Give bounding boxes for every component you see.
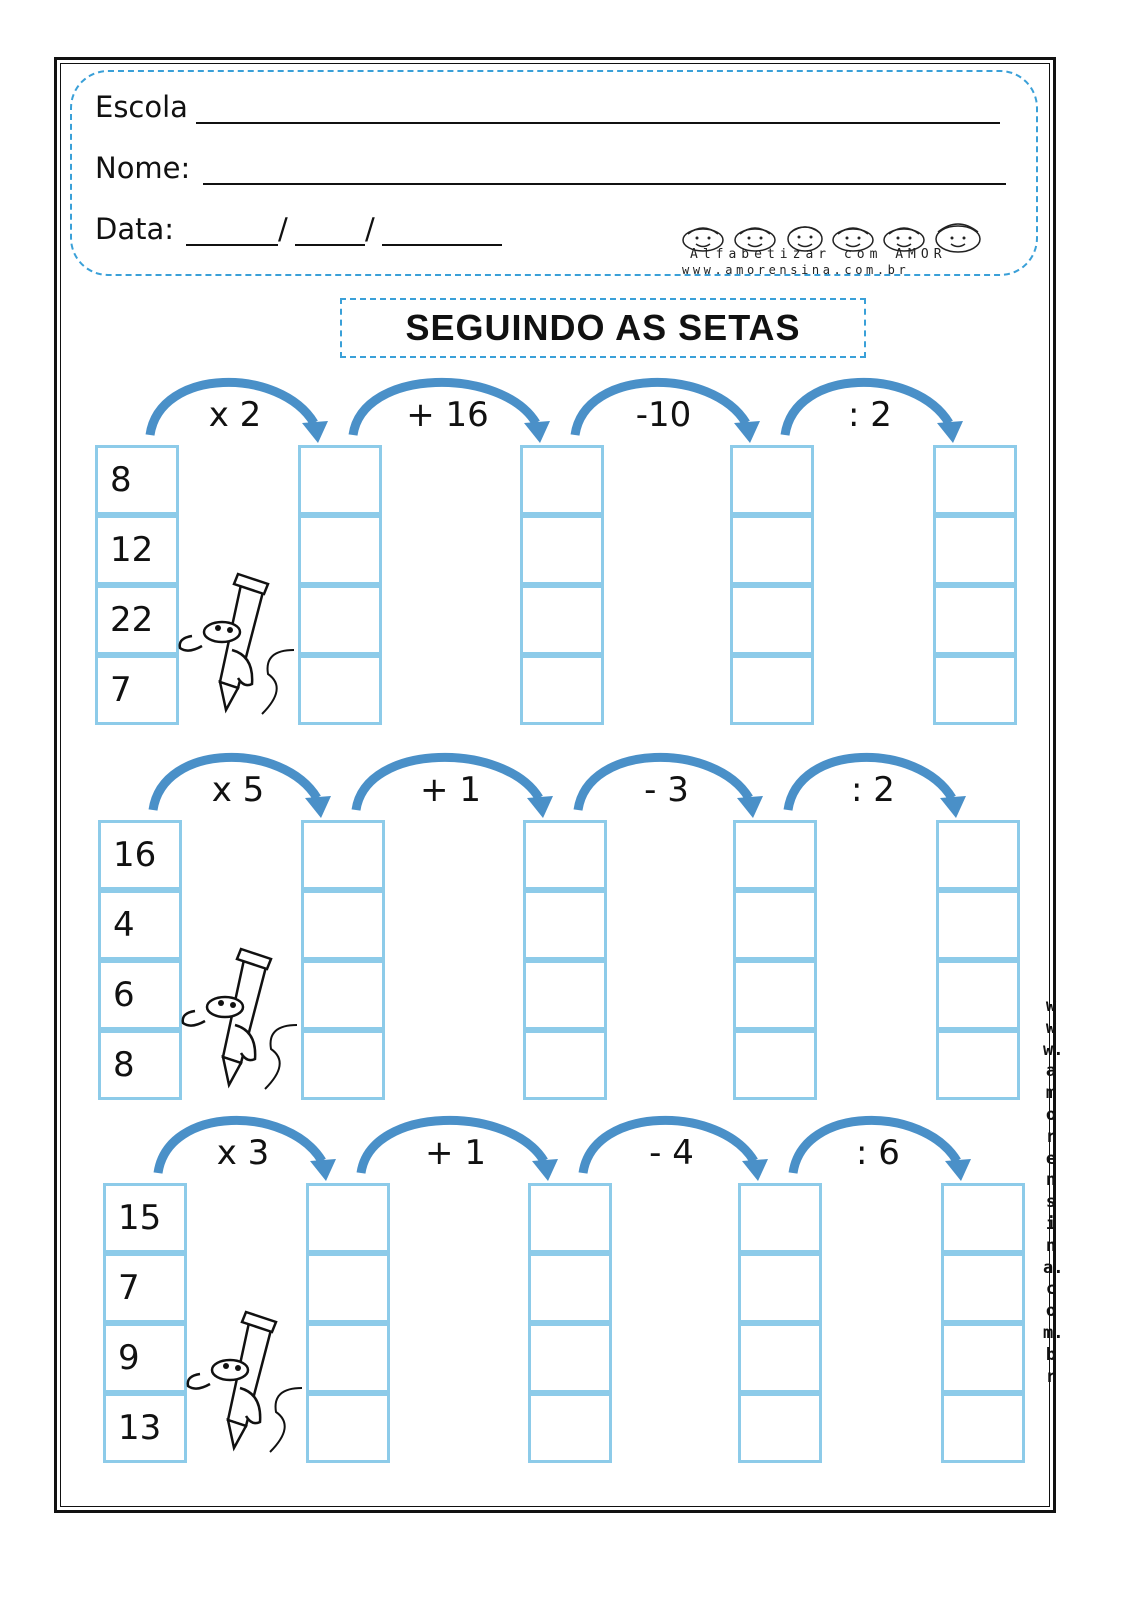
answer-cell[interactable] (733, 960, 817, 1030)
name-label: Nome: (95, 151, 191, 185)
answer-cell[interactable] (936, 820, 1020, 890)
operation-label: : 6 (856, 1133, 900, 1173)
date-year-field[interactable] (382, 244, 502, 246)
answer-cell[interactable] (730, 585, 814, 655)
answer-cell[interactable] (301, 1030, 385, 1100)
answer-cell[interactable] (523, 820, 607, 890)
operation-label: x 5 (211, 770, 265, 810)
input-number-cell: 7 (103, 1253, 187, 1323)
answer-cell[interactable] (528, 1183, 612, 1253)
answer-cell[interactable] (298, 655, 382, 725)
answer-cell[interactable] (936, 960, 1020, 1030)
answer-cell[interactable] (306, 1183, 390, 1253)
answer-cell[interactable] (301, 890, 385, 960)
side-url: www.amorensina.com.br (1043, 996, 1064, 1387)
answer-cell[interactable] (520, 585, 604, 655)
answer-cell[interactable] (301, 820, 385, 890)
answer-cell[interactable] (528, 1253, 612, 1323)
operation-label: - 4 (649, 1133, 694, 1173)
operation-label: x 2 (208, 395, 262, 435)
input-number-cell: 22 (95, 585, 179, 655)
input-number-cell: 16 (98, 820, 182, 890)
logo-name: Alfabetizar com AMOR (690, 247, 947, 262)
answer-cell[interactable] (301, 960, 385, 1030)
operation-label: - 3 (644, 770, 689, 810)
operation-label: : 2 (848, 395, 892, 435)
answer-cell[interactable] (298, 445, 382, 515)
input-number-cell: 4 (98, 890, 182, 960)
operation-label: + 1 (420, 770, 481, 810)
input-number-cell: 13 (103, 1393, 187, 1463)
answer-cell[interactable] (933, 445, 1017, 515)
input-number-cell: 7 (95, 655, 179, 725)
school-label: Escola (95, 90, 188, 124)
date-month-field[interactable] (295, 244, 365, 246)
operation-label: + 1 (425, 1133, 486, 1173)
answer-cell[interactable] (733, 1030, 817, 1100)
answer-cell[interactable] (738, 1393, 822, 1463)
input-number-cell: 6 (98, 960, 182, 1030)
input-number-cell: 12 (95, 515, 179, 585)
answer-cell[interactable] (941, 1183, 1025, 1253)
answer-cell[interactable] (298, 585, 382, 655)
answer-cell[interactable] (936, 890, 1020, 960)
page-title: SEGUINDO AS SETAS (405, 307, 801, 348)
answer-cell[interactable] (520, 655, 604, 725)
answer-cell[interactable] (520, 515, 604, 585)
date-separator: / (278, 212, 288, 246)
answer-cell[interactable] (941, 1323, 1025, 1393)
operation-label: + 16 (406, 395, 489, 435)
answer-cell[interactable] (933, 655, 1017, 725)
operation-label: : 2 (851, 770, 895, 810)
answer-cell[interactable] (730, 445, 814, 515)
answer-cell[interactable] (941, 1253, 1025, 1323)
answer-cell[interactable] (306, 1323, 390, 1393)
answer-cell[interactable] (738, 1253, 822, 1323)
name-field[interactable] (203, 183, 1006, 185)
school-field[interactable] (196, 122, 1000, 124)
answer-cell[interactable] (733, 890, 817, 960)
logo-url: www.amorensina.com.br (682, 263, 910, 277)
answer-cell[interactable] (933, 515, 1017, 585)
date-separator: / (365, 212, 375, 246)
title-box (340, 298, 866, 358)
answer-cell[interactable] (520, 445, 604, 515)
operation-label: -10 (635, 395, 692, 435)
answer-cell[interactable] (523, 1030, 607, 1100)
answer-cell[interactable] (528, 1323, 612, 1393)
answer-cell[interactable] (936, 1030, 1020, 1100)
answer-cell[interactable] (730, 515, 814, 585)
answer-cell[interactable] (933, 585, 1017, 655)
answer-cell[interactable] (730, 655, 814, 725)
answer-cell[interactable] (738, 1323, 822, 1393)
pencil-mascot-icon (180, 1308, 310, 1458)
answer-cell[interactable] (523, 890, 607, 960)
answer-cell[interactable] (738, 1183, 822, 1253)
answer-cell[interactable] (306, 1393, 390, 1463)
answer-cell[interactable] (733, 820, 817, 890)
input-number-cell: 8 (95, 445, 179, 515)
answer-cell[interactable] (941, 1393, 1025, 1463)
pencil-mascot-icon (175, 945, 305, 1095)
input-number-cell: 9 (103, 1323, 187, 1393)
answer-cell[interactable] (298, 515, 382, 585)
answer-cell[interactable] (528, 1393, 612, 1463)
pencil-mascot-icon (172, 570, 302, 720)
answer-cell[interactable] (306, 1253, 390, 1323)
date-label: Data: (95, 212, 175, 246)
operation-label: x 3 (216, 1133, 270, 1173)
answer-cell[interactable] (523, 960, 607, 1030)
input-number-cell: 15 (103, 1183, 187, 1253)
date-day-field[interactable] (186, 244, 278, 246)
input-number-cell: 8 (98, 1030, 182, 1100)
